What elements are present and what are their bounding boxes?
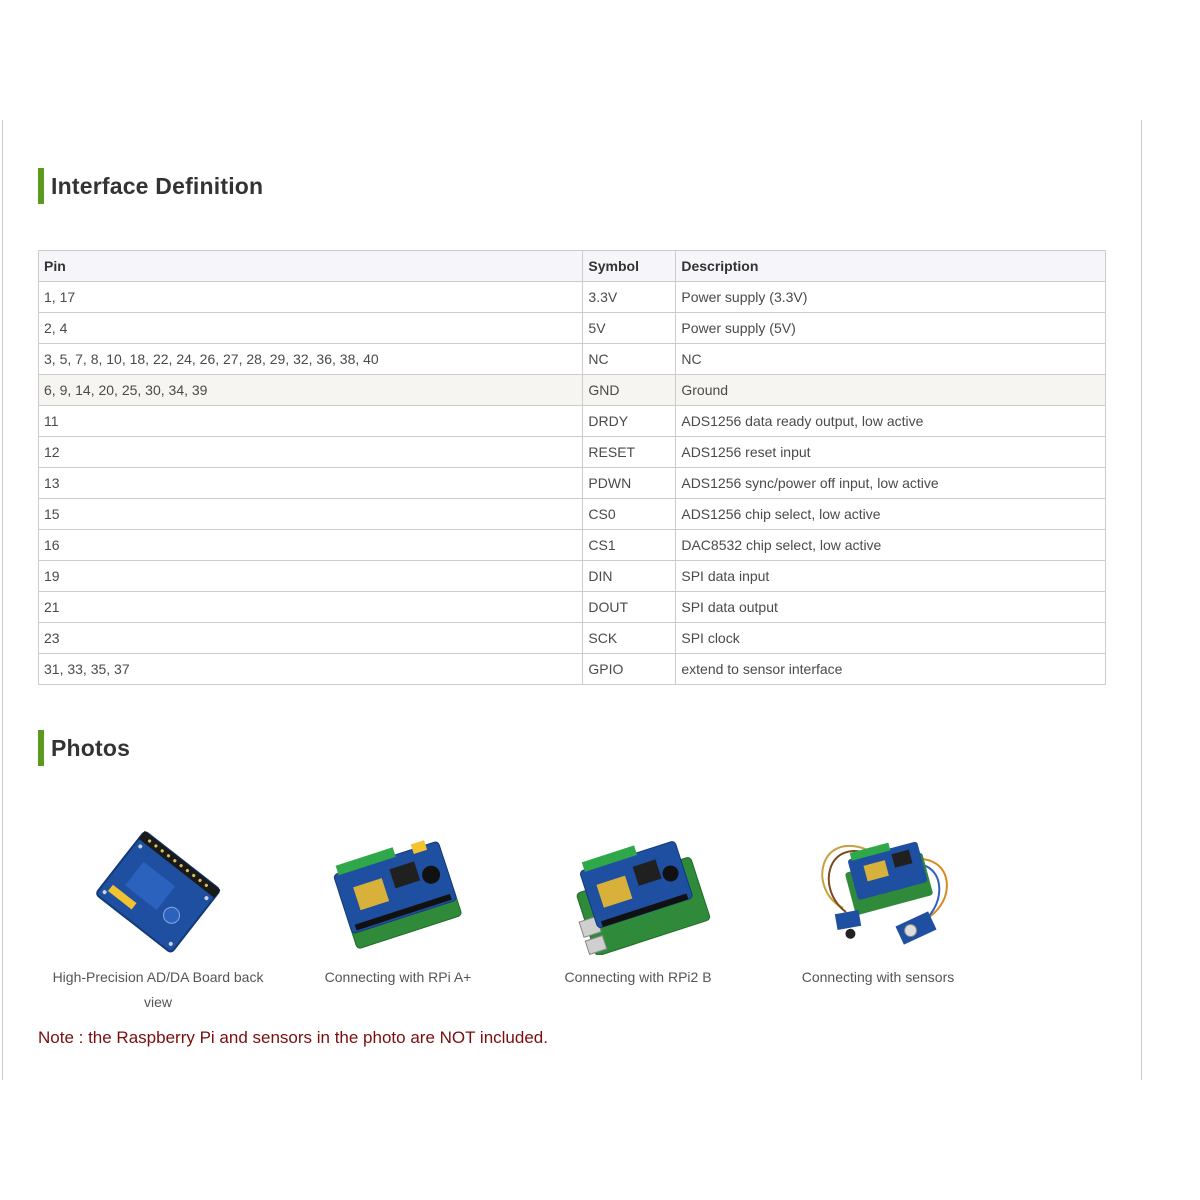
- cell-symbol: DIN: [583, 561, 676, 592]
- cell-pin: 3, 5, 7, 8, 10, 18, 22, 24, 26, 27, 28, 29, 32, 36, 38, 40: [39, 344, 583, 375]
- table-row: [39, 437, 1106, 468]
- cell-symbol: SCK: [583, 623, 676, 654]
- photo-caption: Connecting with RPi A+: [324, 969, 472, 985]
- cell-description: NC: [676, 344, 1106, 375]
- table-row: [39, 313, 1106, 344]
- photo-sensors[interactable]: [758, 830, 998, 990]
- cell-symbol: DOUT: [583, 592, 676, 623]
- photo-board-back[interactable]: [38, 830, 278, 1015]
- table-row: [39, 375, 1106, 406]
- table-row: [39, 344, 1106, 375]
- cell-symbol: GPIO: [583, 654, 676, 685]
- cell-pin: 12: [39, 437, 583, 468]
- cell-symbol: CS1: [583, 530, 676, 561]
- board-back-photo-icon[interactable]: [78, 830, 238, 955]
- cell-description: extend to sensor interface: [676, 654, 1106, 685]
- cell-description: ADS1256 chip select, low active: [676, 499, 1106, 530]
- table-row: [39, 468, 1106, 499]
- cell-symbol: PDWN: [583, 468, 676, 499]
- cell-symbol: CS0: [583, 499, 676, 530]
- board-rpi-aplus-photo-icon[interactable]: [318, 830, 478, 955]
- cell-description: Power supply (5V): [676, 313, 1106, 344]
- cell-pin: 1, 17: [39, 282, 583, 313]
- photo-caption: Connecting with RPi2 B: [564, 969, 712, 985]
- cell-symbol: 5V: [583, 313, 676, 344]
- table-row: [39, 654, 1106, 685]
- cell-pin: 23: [39, 623, 583, 654]
- interface-definition-heading: Interface Definition: [38, 168, 263, 204]
- photo-caption: High-Precision AD/DA Board back view: [52, 969, 264, 1010]
- cell-pin: 13: [39, 468, 583, 499]
- cell-description: SPI clock: [676, 623, 1106, 654]
- cell-pin: 19: [39, 561, 583, 592]
- cell-pin: 11: [39, 406, 583, 437]
- table-row: [39, 406, 1106, 437]
- photo-rpi-aplus[interactable]: [278, 830, 518, 990]
- header-description: Description: [676, 251, 1106, 282]
- table-row: [39, 623, 1106, 654]
- pin-table: [38, 250, 1106, 685]
- cell-description: SPI data output: [676, 592, 1106, 623]
- cell-description: Power supply (3.3V): [676, 282, 1106, 313]
- cell-description: SPI data input: [676, 561, 1106, 592]
- table-row: [39, 499, 1106, 530]
- table-row: [39, 282, 1106, 313]
- cell-pin: 31, 33, 35, 37: [39, 654, 583, 685]
- table-row: [39, 530, 1106, 561]
- table-row: [39, 561, 1106, 592]
- cell-symbol: RESET: [583, 437, 676, 468]
- cell-symbol: NC: [583, 344, 676, 375]
- cell-description: ADS1256 reset input: [676, 437, 1106, 468]
- cell-description: Ground: [676, 375, 1106, 406]
- cell-description: DAC8532 chip select, low active: [676, 530, 1106, 561]
- cell-description: ADS1256 data ready output, low active: [676, 406, 1106, 437]
- table-row: [39, 592, 1106, 623]
- cell-symbol: GND: [583, 375, 676, 406]
- cell-symbol: 3.3V: [583, 282, 676, 313]
- cell-pin: 21: [39, 592, 583, 623]
- board-rpi2b-photo-icon[interactable]: [558, 830, 718, 955]
- board-sensors-photo-icon[interactable]: [798, 830, 958, 955]
- header-pin: Pin: [39, 251, 583, 282]
- photo-rpi2b[interactable]: [518, 830, 758, 990]
- cell-pin: 6, 9, 14, 20, 25, 30, 34, 39: [39, 375, 583, 406]
- photo-caption: Connecting with sensors: [801, 969, 955, 985]
- cell-description: ADS1256 sync/power off input, low active: [676, 468, 1106, 499]
- cell-symbol: DRDY: [583, 406, 676, 437]
- header-symbol: Symbol: [583, 251, 676, 282]
- cell-pin: 16: [39, 530, 583, 561]
- photos-heading: Photos: [38, 730, 130, 766]
- photo-gallery: [38, 830, 998, 1020]
- table-header-row: [39, 251, 1106, 282]
- note-text: Note : the Raspberry Pi and sensors in the photo are NOT included.: [38, 1028, 548, 1047]
- cell-pin: 2, 4: [39, 313, 583, 344]
- cell-pin: 15: [39, 499, 583, 530]
